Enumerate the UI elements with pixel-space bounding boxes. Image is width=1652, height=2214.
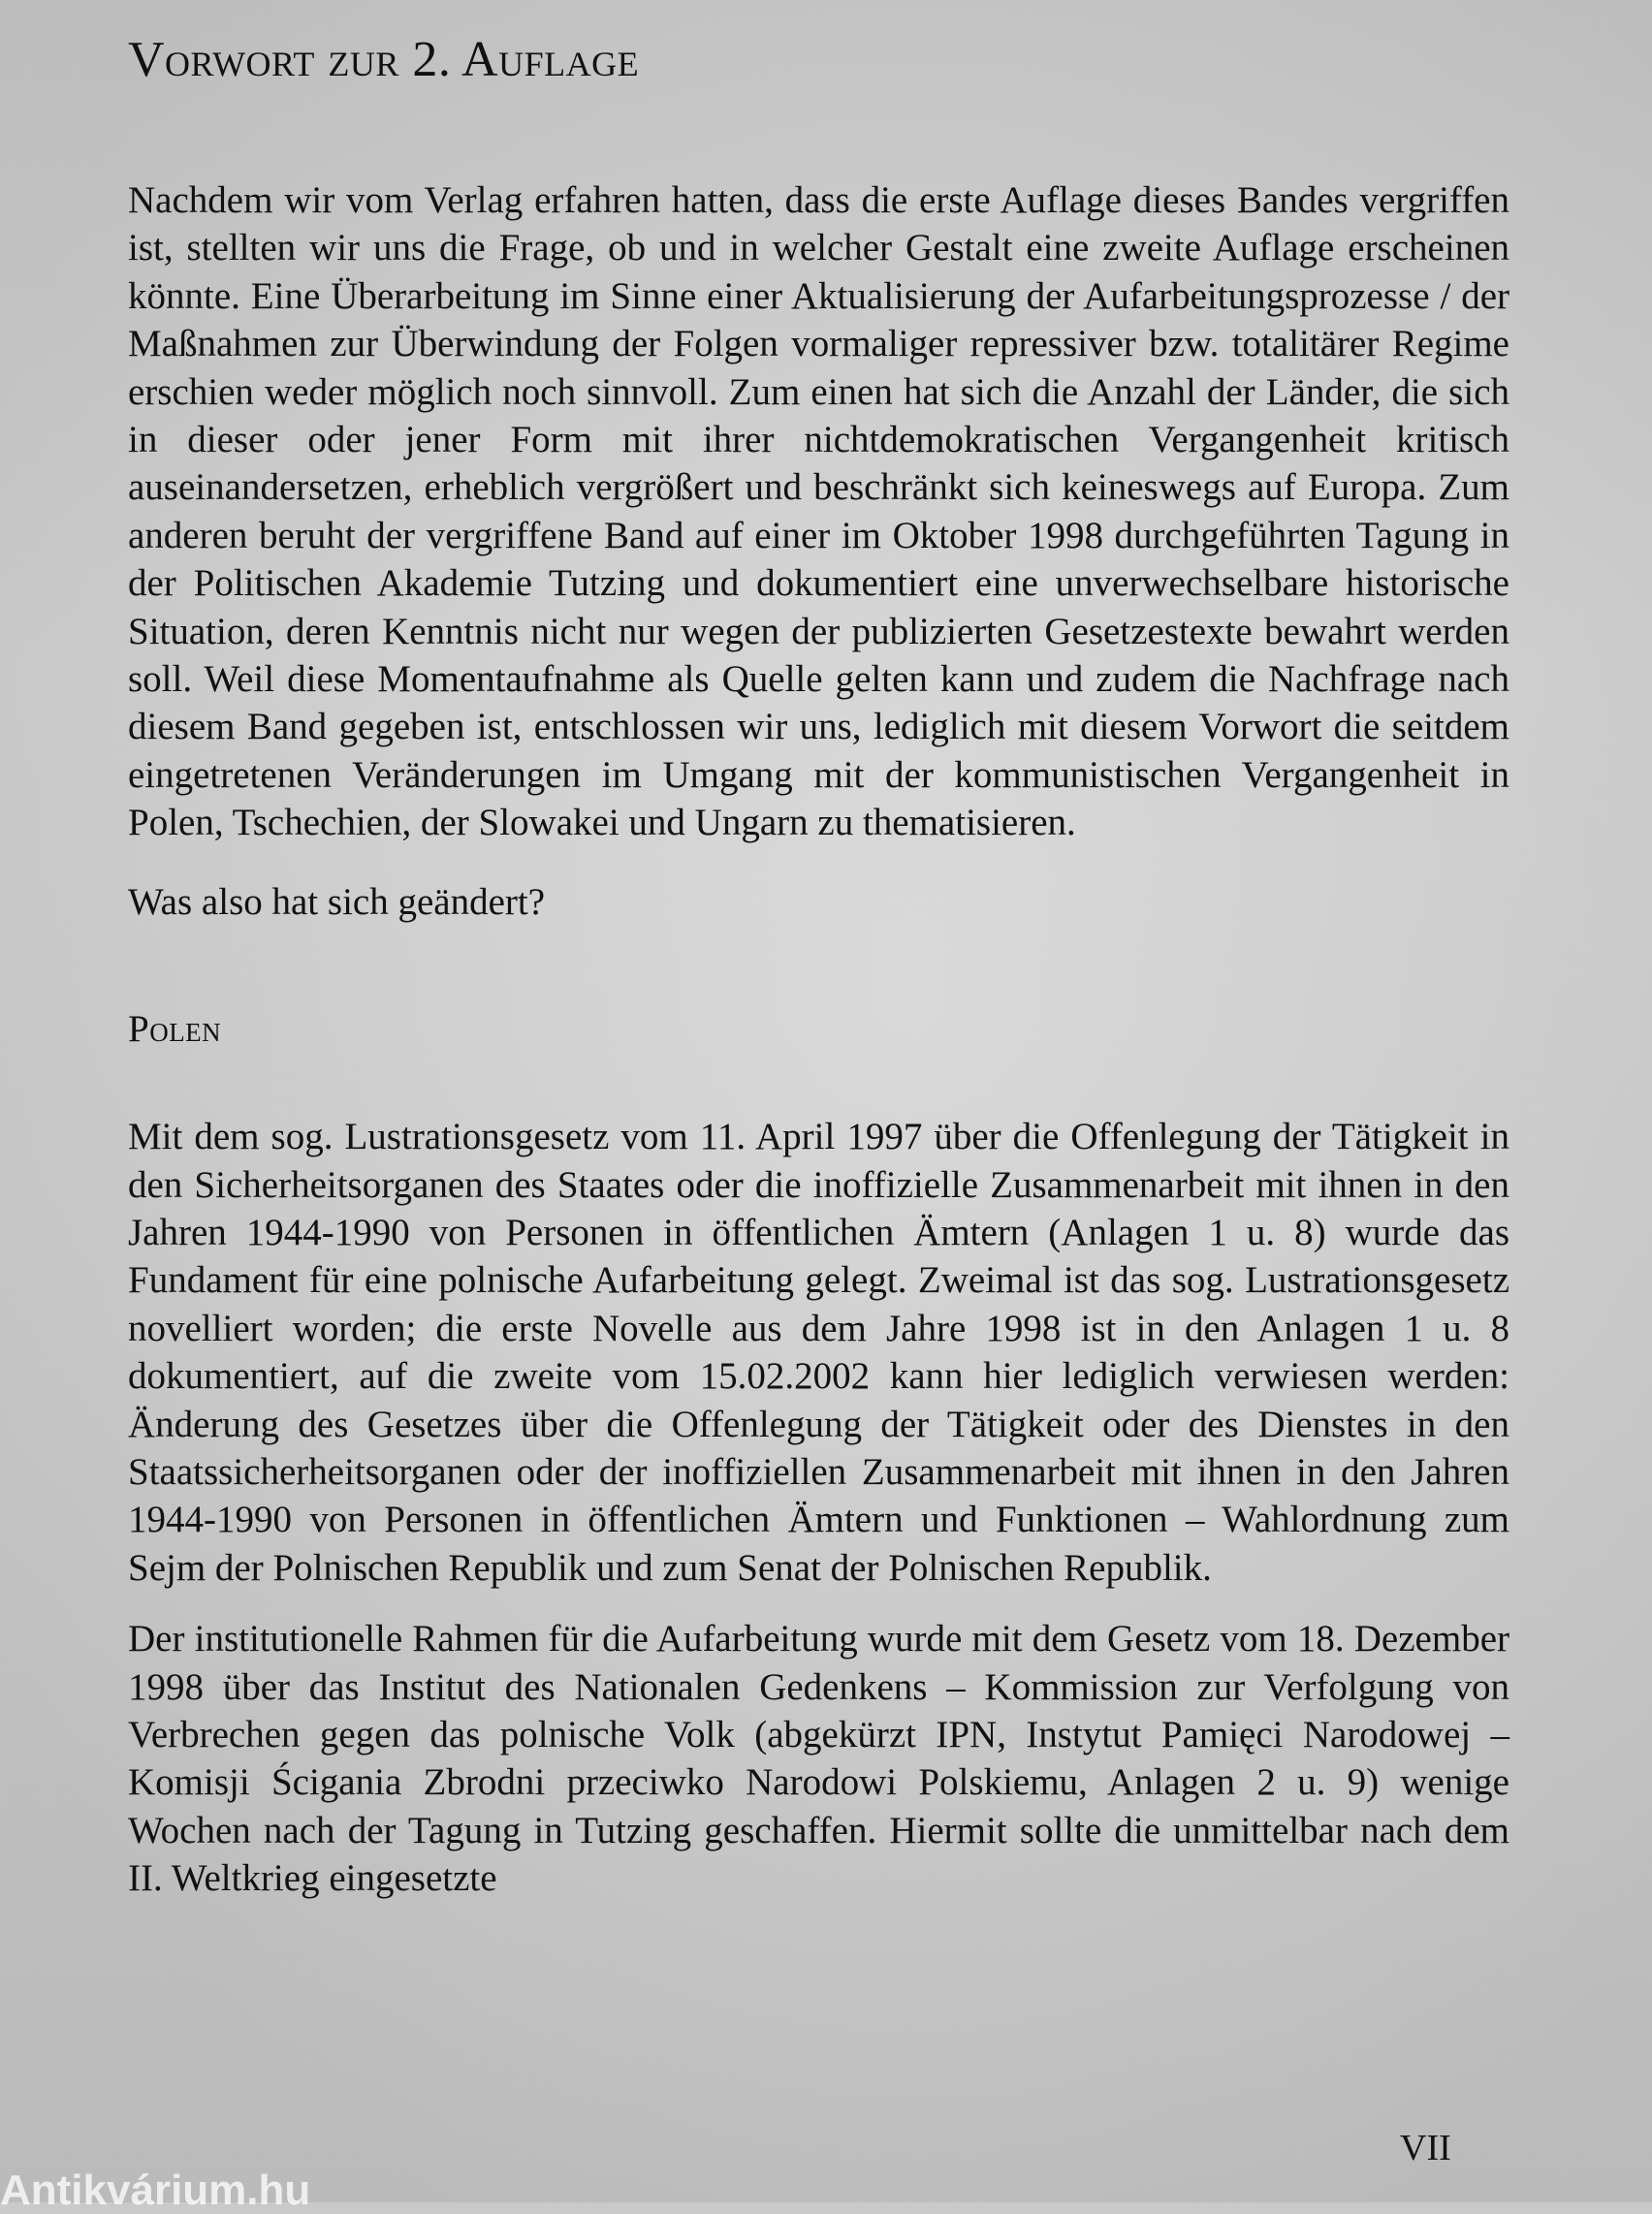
paragraph-question: Was also hat sich geändert?	[128, 880, 546, 923]
watermark: Antikvárium.hu	[0, 2167, 311, 2214]
paragraph-institution: Der institutionelle Rahmen für die Aufarbeitung wurde mit dem Gesetz vom 18. Dezember 1998 über das Institut des Nationalen Gedenkens – Kommission zur Verfolgung von Verbrechen gegen das polnische Volk (abgekürzt IPN, Instytut Pamięci Narodowej – Komisji Ścigania Zbrodni przeciwko Narodowi Polskiemu, Anlagen 2 u. 9) wenige Wochen nach der Tagung in Tutzing geschaffen. Hiermit sollte die unmittelbar nach dem II. Weltkrieg eingesetzte	[128, 1618, 1509, 1900]
paragraph-intro: Nachdem wir vom Verlag erfahren hatten, dass die erste Auflage dieses Bandes vergriffen ist, stellten wir uns die Frage, ob und in welcher Gestalt eine zweite Auflage erscheinen könnte. Eine Überarbeitung im Sinne einer Aktualisierung der Aufarbeitungsprozesse / der Maßnahmen zur Überwindung der Folgen vormaliger repressiver bzw. totalitärer Regime erschien weder möglich noch sinnvoll. Zum einen hat sich die Anzahl der Länder, die sich in dieser oder jener Form mit ihrer nichtdemokratischen Vergangenheit kritisch auseinandersetzen, erheblich vergrößert und beschränkt sich keineswegs auf Europa. Zum anderen beruht der vergriffene Band auf einer im Oktober 1998 durchgeführten Tagung in der Politischen Akademie Tutzing und dokumentiert eine unverwechselbare historische Situation, deren Kenntnis nicht nur wegen der publizierten Gesetzestexte bewahrt werden soll. Weil diese Momentaufnahme als Quelle gelten kann und zudem die Nachfrage nach diesem Band gegeben ist, entschlossen wir uns, lediglich mit diesem Vorwort die seitdem eingetretenen Veränderungen im Umgang mit der kommunistischen Vergangenheit in Polen, Tschechien, der Slowakei und Ungarn zu thematisieren.	[128, 179, 1509, 844]
page-content	[128, 27, 1509, 1903]
page-number: VII	[1400, 2128, 1451, 2168]
page-title: Vorwort zur 2. Auflage	[128, 32, 640, 87]
paragraph-lustration: Mit dem sog. Lustrationsgesetz vom 11. April 1997 über die Offenlegung der Tätigkeit in den Sicherheitsorganen des Staates oder die inoffizielle Zusammenarbeit mit ihnen in den Jahren 1944-1990 von Personen in öffentlichen Ämtern (Anlagen 1 u. 8) wurde das Fundament für eine polnische Aufarbeitung gelegt. Zweimal ist das sog. Lustrationsgesetz novelliert worden; die erste Novelle aus dem Jahre 1998 ist in den Anlagen 1 u. 8 dokumentiert, auf die zweite vom 15.02.2002 kann hier lediglich verwiesen werden: Änderung des Gesetzes über die Offenlegung der Tätigkeit oder des Dienstes in den Staatssicherheitsorganen oder der inoffiziellen Zusammenarbeit mit ihnen in den Jahren 1944-1990 von Personen in öffentlichen Ämtern und Funktionen – Wahlordnung zum Sejm der Polnischen Republik und zum Senat der Polnischen Republik.	[128, 1116, 1509, 1589]
section-heading-polen: Polen	[128, 1008, 222, 1051]
